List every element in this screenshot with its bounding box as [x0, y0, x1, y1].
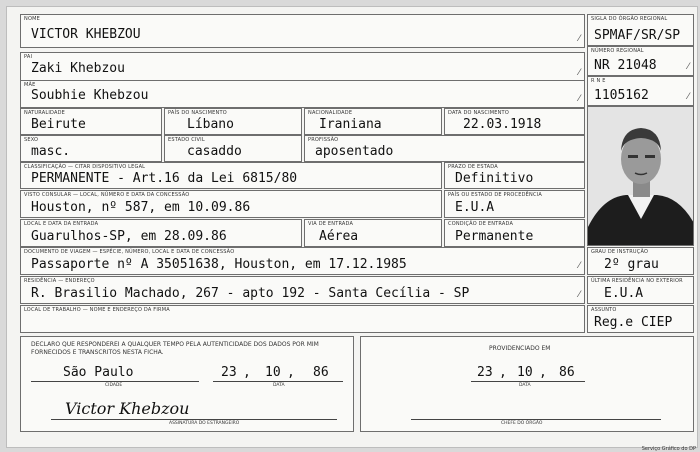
declaration-city: São Paulo	[63, 365, 134, 380]
check-mark-icon: ⁄	[578, 261, 580, 271]
field-label: DOCUMENTO DE VIAGEM — ESPÉCIE, NÚMERO, LOCAL E DATA DE CONCESSÃO	[24, 249, 235, 255]
date-line	[213, 381, 343, 382]
date-separator: ,	[499, 365, 507, 380]
field-label: SIGLA DO ÓRGÃO REGIONAL	[591, 16, 668, 22]
field-value: 22.03.1918	[463, 117, 542, 132]
field-label: VIA DE ENTRADA	[308, 221, 354, 227]
provision-title: PROVIDENCIADO EM	[489, 345, 551, 352]
field-label: CLASSIFICAÇÃO — CITAR DISPOSITIVO LEGAL	[24, 164, 146, 170]
field-data-nascimento	[444, 108, 585, 135]
field-label: LOCAL DE TRABALHO — NOME E ENDEREÇO DA FIRMA	[24, 307, 170, 313]
provision-year: 86	[559, 365, 575, 380]
check-mark-icon: ⁄	[687, 62, 689, 72]
field-value: Zaki Khebzou	[31, 61, 125, 76]
field-condicao-entrada	[444, 219, 585, 247]
field-label: NÚMERO REGIONAL	[591, 48, 644, 54]
field-estado-civil	[164, 135, 302, 162]
signature-line	[51, 419, 337, 420]
field-naturalidade	[20, 108, 162, 135]
field-assunto	[587, 305, 694, 333]
field-documento	[20, 247, 585, 275]
date-separator: ,	[243, 365, 251, 380]
declaration-day: 23	[221, 365, 237, 380]
field-pais-procedencia	[444, 190, 585, 218]
field-label: MÃE	[24, 82, 36, 88]
field-via-entrada	[304, 219, 442, 247]
check-mark-icon: ⁄	[578, 290, 580, 300]
field-pai	[20, 52, 585, 82]
field-value: 2º grau	[604, 257, 659, 272]
field-value: Houston, nº 587, em 10.09.86	[31, 200, 251, 215]
field-label: DATA DO NASCIMENTO	[448, 110, 509, 116]
field-label: R N E	[591, 78, 606, 84]
field-label: NOME	[24, 16, 40, 22]
field-profissao	[304, 135, 585, 162]
field-value: casaddo	[187, 144, 242, 159]
field-value: NR 21048	[594, 58, 657, 73]
field-value: R. Brasilio Machado, 267 - apto 192 - Santa Cecília - SP	[31, 286, 470, 301]
field-value: Aérea	[319, 229, 359, 244]
field-prazo	[444, 162, 585, 189]
field-value: Definitivo	[455, 171, 534, 186]
field-rne	[587, 76, 694, 106]
provision-day: 23	[477, 365, 493, 380]
field-registro	[587, 46, 694, 76]
field-value: VICTOR KHEBZOU	[31, 27, 141, 42]
field-pais-nascimento	[164, 108, 302, 135]
city-line	[31, 381, 199, 382]
field-label: ASSUNTO	[591, 307, 617, 313]
field-label: PAI	[24, 54, 33, 60]
chief-line	[411, 419, 661, 420]
field-value: Reg.e CIEP	[594, 315, 673, 330]
field-label: SEXO	[24, 137, 39, 143]
field-value: Beirute	[31, 117, 86, 132]
portrait-image	[588, 107, 694, 246]
provision-month: 10	[517, 365, 533, 380]
field-nome	[20, 14, 585, 48]
provision-date-line	[471, 381, 585, 382]
field-label: PROFISSÃO	[308, 137, 339, 143]
field-label: NACIONALIDADE	[308, 110, 353, 116]
field-label: VISTO CONSULAR — LOCAL, NÚMERO E DATA DA CONCESSÃO	[24, 192, 190, 198]
field-visto	[20, 190, 442, 218]
field-mae	[20, 80, 585, 108]
field-trabalho	[20, 305, 585, 333]
provision-date-caption: DATA	[519, 383, 531, 388]
date-separator: ,	[287, 365, 295, 380]
field-value: Líbano	[187, 117, 234, 132]
declaration-box	[20, 336, 354, 432]
field-value: E.U.A	[455, 200, 495, 215]
field-value: masc.	[31, 144, 71, 159]
check-mark-icon: ⁄	[578, 34, 580, 44]
provision-box	[360, 336, 694, 432]
field-value: PERMANENTE - Art.16 da Lei 6815/80	[31, 171, 298, 186]
field-ultima-residencia	[587, 276, 694, 304]
field-value: Iraniana	[319, 117, 382, 132]
date-separator: ,	[539, 365, 547, 380]
signature: Victor Khebzou	[65, 399, 190, 418]
field-value: aposentado	[315, 144, 394, 159]
date-caption: DATA	[273, 383, 285, 388]
field-label: NATURALIDADE	[24, 110, 66, 116]
field-sigla	[587, 14, 694, 46]
city-caption: CIDADE	[105, 383, 123, 388]
declaration-text: DECLARO QUE RESPONDEREI A QUALQUER TEMPO PELA AUTENTICIDADE DOS DADOS POR MIM FORNECIDOS E TRANSCRITOS NESTA FICHA.	[31, 341, 319, 356]
field-label: PAÍS DO NASCIMENTO	[168, 110, 227, 116]
field-value: E.U.A	[604, 286, 644, 301]
footer-print-credit: Serviço Gráfico do DP	[641, 446, 696, 452]
field-value: Passaporte nº A 35051638, Houston, em 17.12.1985	[31, 257, 407, 272]
field-value: 1105162	[594, 88, 649, 103]
field-label: CONDIÇÃO DE ENTRADA	[448, 221, 514, 227]
field-grau	[587, 247, 694, 275]
field-label: GRAU DE INSTRUÇÃO	[591, 249, 649, 255]
field-label: ÚLTIMA RESIDÊNCIA NO EXTERIOR	[591, 278, 683, 284]
check-mark-icon: ⁄	[578, 68, 580, 78]
field-value: Permanente	[455, 229, 534, 244]
portrait-photo	[587, 106, 694, 246]
field-residencia	[20, 276, 585, 304]
field-label: LOCAL E DATA DA ENTRADA	[24, 221, 99, 227]
field-sexo	[20, 135, 162, 162]
field-value: SPMAF/SR/SP	[594, 28, 681, 43]
field-label: ESTADO CIVIL	[168, 137, 205, 143]
declaration-month: 10	[265, 365, 281, 380]
check-mark-icon: ⁄	[687, 92, 689, 102]
signature-caption: ASSINATURA DO ESTRANGEIRO	[169, 421, 240, 426]
field-entrada	[20, 219, 302, 247]
field-value: Guarulhos-SP, em 28.09.86	[31, 229, 227, 244]
field-classificacao	[20, 162, 442, 189]
field-label: RESIDÊNCIA — ENDEREÇO	[24, 278, 95, 284]
check-mark-icon: ⁄	[578, 94, 580, 104]
field-nacionalidade	[304, 108, 442, 135]
declaration-year: 86	[313, 365, 329, 380]
field-label: PAÍS OU ESTADO DE PROCEDÊNCIA	[448, 192, 542, 198]
field-label: PRAZO DE ESTADA	[448, 164, 498, 170]
field-value: Soubhie Khebzou	[31, 88, 149, 103]
chief-caption: CHEFE DO ÓRGÃO	[501, 421, 543, 426]
